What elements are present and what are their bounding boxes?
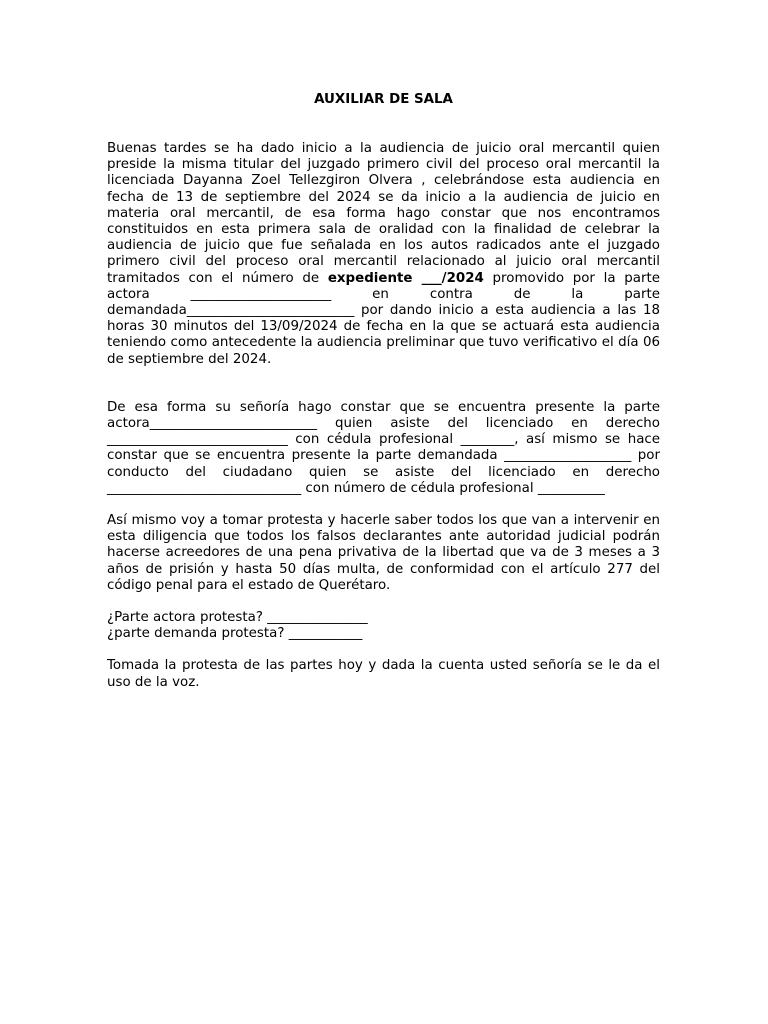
paragraph-closing: Tomada la protesta de las partes hoy y dada la cuenta usted señoría se le da el uso de la voz. (107, 658, 660, 690)
question-actora: ¿Parte actora protesta? _______________ (107, 610, 368, 626)
protest-questions (107, 610, 660, 642)
paragraph-opening-text-a: Buenas tardes se ha dado inicio a la audiencia de juicio oral mercantil quien preside la misma titular del juzgado primero civil del proceso oral mercantil la licenciada Dayanna Zoel Tellezgiron Olvera , celebrándose esta audiencia en fecha de 13 de septiembre del 2024 se da inicio a la audiencia de juicio en materia oral mercantil, de esa forma hago constar que nos encontramos constituidos en esta primera sala de oralidad con la finalidad de celebrar la audiencia de juicio que fue señalada en los autos radicados ante el juzgado primero civil del proceso oral mercantil relacionado al juicio oral mercantil tramitados con el número de (107, 141, 660, 286)
document-page (107, 91, 660, 691)
paragraph-oath-warning: Así mismo voy a tomar protesta y hacerle saber todos los que van a intervenir en esta diligencia que todos los falsos declarantes ante autoridad judicial podrán hacerse acreedores de una pena privativa de la libertad que va de 3 meses a 3 años de prisión y hasta 50 días multa, de conformidad con el artículo 277 del código penal para el estado de Querétaro. (107, 513, 660, 593)
paragraph-opening (107, 141, 660, 368)
question-demandada: ¿parte demanda protesta? ___________ (107, 626, 363, 642)
document-title: AUXILIAR DE SALA (314, 92, 453, 107)
paragraph-opening-text-b: promovido por la parte actora _____________________ en contra de la parte demandada_________________________ por dando inicio a esta audiencia a las 18 horas 30 minutos del 13/09/2024 de fecha en la que se actuará esta audiencia teniendo como antecedente la audiencia preliminar que tuvo verificativo el día 06 de septiembre del 2024. (107, 270, 660, 367)
paragraph-parties-present: De esa forma su señoría hago constar que se encuentra presente la parte actora_________________________ quien asiste del licenciado en derecho ___________________________ con cédula profesional ________, así mismo se hace constar que se encuentra presente la parte demandada ___________________ por conducto del ciudadano quien se asiste del licenciado en derecho _____________________________ con número de cédula profesional __________ (107, 399, 660, 496)
expediente-number: expediente ___/2024 (327, 270, 484, 286)
